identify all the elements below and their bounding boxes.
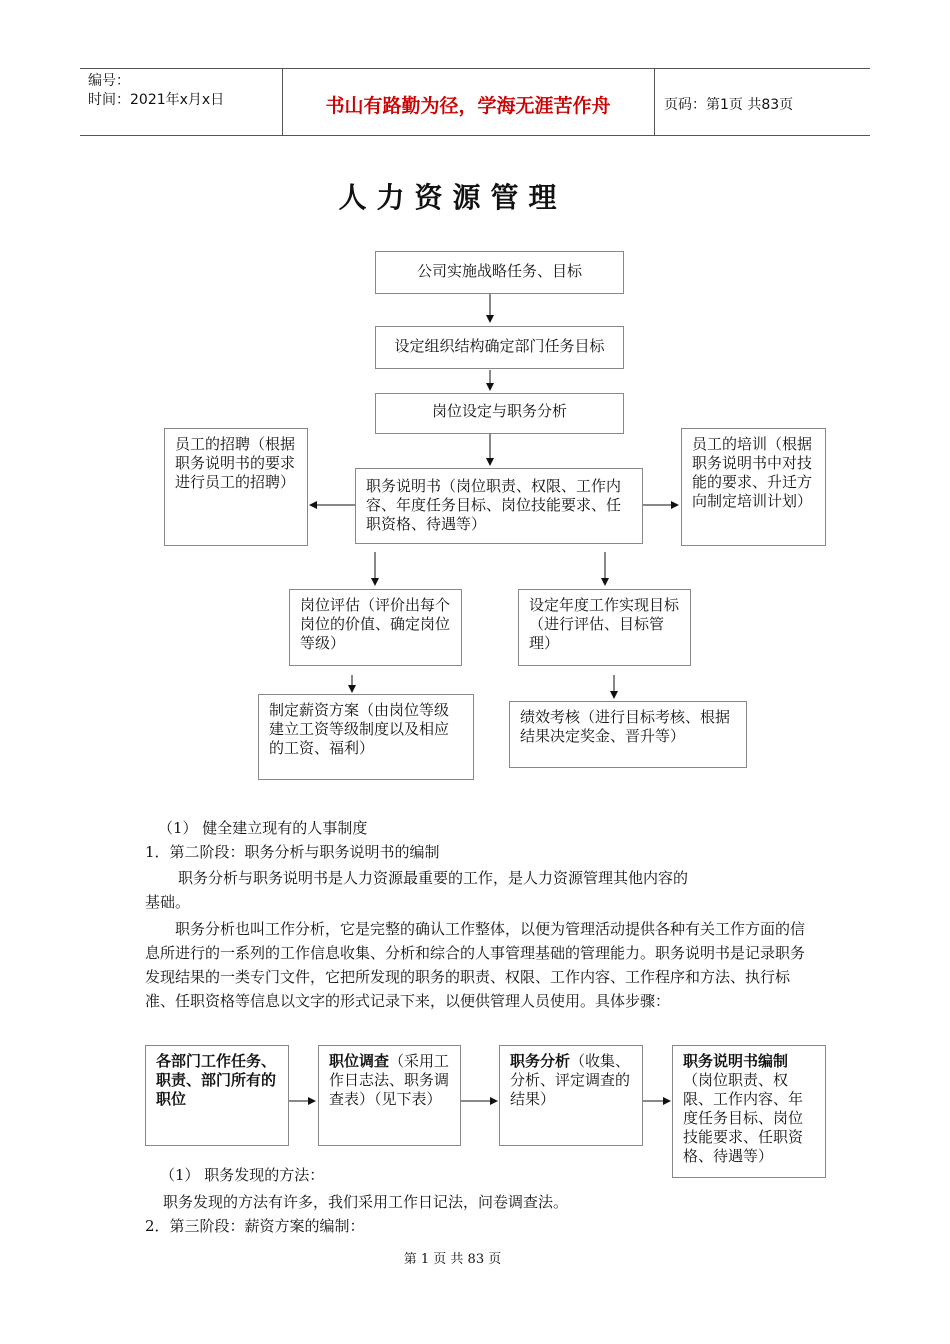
paragraph: 职务分析与职务说明书是人力资源最重要的工作，是人力资源管理其他内容的	[178, 869, 689, 887]
step-title: 职务说明书编制	[683, 1052, 789, 1070]
step-box-position-survey	[318, 1045, 461, 1146]
step-body: （采用工作日志法、职务调查表）（见下表）	[329, 1052, 450, 1108]
flow-box-salary-plan: 制定薪资方案（由岗位等级建立工资等级制度以及相应的工资、福利）	[258, 694, 474, 780]
flow-box-job-description: 职务说明书（岗位职责、权限、工作内容、年度任务目标、岗位技能要求、任职资格、待遇等）	[355, 468, 643, 544]
flow-box-strategy: 公司实施战略任务、目标	[375, 251, 624, 294]
paragraph: （1） 职务发现的方法：	[160, 1166, 325, 1184]
flow-box-post-setting: 岗位设定与职务分析	[375, 393, 624, 434]
paragraph: （1） 健全建立现有的人事制度	[158, 819, 368, 837]
step-body: （岗位职责、权限、工作内容、年度任务目标、岗位技能要求、任职资格、待遇等）	[683, 1071, 804, 1165]
step-title: 职位调查	[329, 1052, 390, 1070]
flow-box-training: 员工的培训（根据职务说明书中对技能的要求、升迁方向制定培训计划）	[681, 428, 826, 546]
flow-box-performance: 绩效考核（进行目标考核、根据结果决定奖金、晋升等）	[509, 701, 747, 768]
flow-box-org-structure: 设定组织结构确定部门任务目标	[375, 326, 624, 369]
step-text: 各部门工作任务、职责、部门所有的职位	[156, 1052, 277, 1108]
header-time: 时间：2021年x月x日	[88, 92, 225, 108]
document-title: 人力资源管理	[338, 181, 567, 214]
paragraph: 职务发现的方法有许多，我们采用工作日记法，问卷调查法。	[163, 1193, 569, 1211]
header-page-info: 页码：第1页 共83页	[664, 97, 794, 113]
flow-box-recruitment: 员工的招聘（根据职务说明书的要求进行员工的招聘）	[164, 428, 308, 546]
step-body: （收集、分析、评定调查的结果）	[510, 1052, 631, 1108]
paragraph: 基础。	[145, 893, 191, 911]
page-footer: 第 1 页 共 83 页	[403, 1252, 502, 1267]
section-heading: 1．第二阶段：职务分析与职务说明书的编制	[145, 843, 440, 861]
step-box-job-description	[672, 1045, 826, 1178]
header-number: 编号：	[88, 73, 130, 89]
flow-box-annual-goals: 设定年度工作实现目标（进行评估、目标管理）	[518, 589, 691, 666]
step-title: 职务分析	[510, 1052, 571, 1070]
step-box-departments	[145, 1045, 289, 1146]
flow-box-post-evaluation: 岗位评估（评价出每个岗位的价值、确定岗位等级）	[289, 589, 462, 666]
paragraph: 职务分析也叫工作分析，它是完整的确认工作整体，以便为管理活动提供各种有关工作方面的信息所进行的一系列的工作信息收集、分析和综合的人事管理基础的管理能力。职务说明书是记录职务发现结果的一类专门文件，它把所发现的职务的职责、权限、工作内容、工作程序和方法、执行标准、任职资格等信息以文字的形式记录下来，以便供管理人员使用。具体步骤：	[145, 920, 806, 1010]
header-motto: 书山有路勤为径，学海无涯苦作舟	[325, 95, 611, 117]
section-heading: 2．第三阶段：薪资方案的编制：	[145, 1217, 365, 1235]
step-box-job-analysis	[499, 1045, 643, 1146]
